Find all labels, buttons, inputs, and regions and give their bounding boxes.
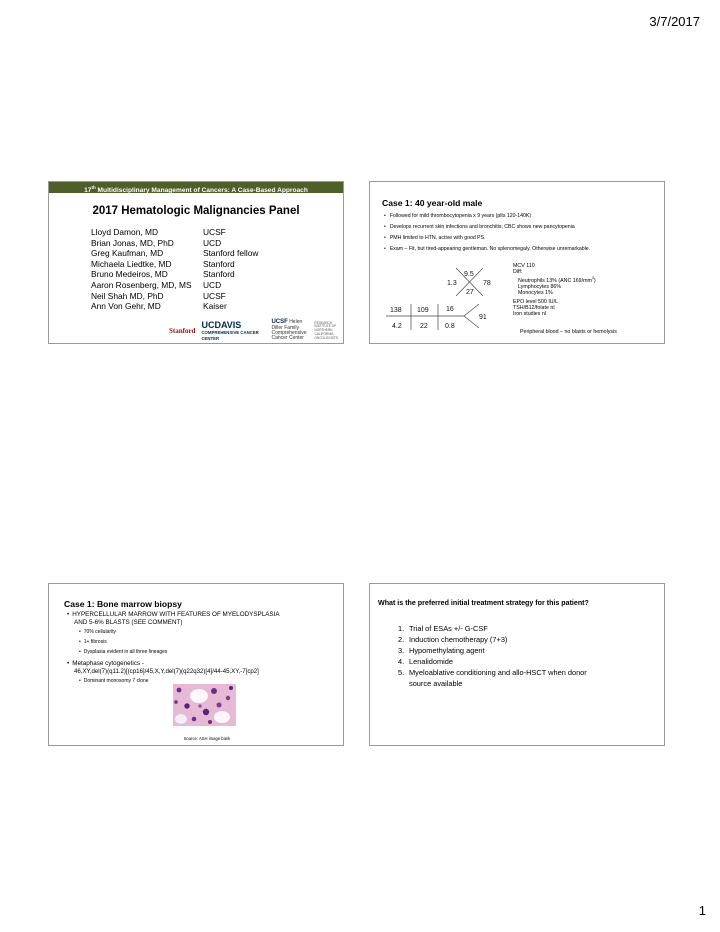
- panel-member: [91, 238, 258, 249]
- biopsy-detail: • 70% cellularity: [79, 629, 116, 635]
- peripheral-blood-note: Peripheral blood – no blasts or hemolysis: [520, 329, 617, 335]
- stanford-logo: Stanford: [169, 326, 196, 335]
- lab-neutrophils: [513, 275, 596, 284]
- answer-option: [398, 646, 587, 657]
- karyotype: 46,XY,del(7)(q11.2)[(cp16]/45,X,Y,del(7)(q22q32)[4]/44-45,XY,-7[cp2]: [74, 668, 259, 675]
- banner-ordinal: 17: [84, 187, 92, 195]
- panel-member: [91, 291, 258, 302]
- member-name: Brian Jonas, MD, PhD: [91, 237, 174, 248]
- bmp-k: 4.2: [392, 323, 402, 330]
- panel-member: [91, 280, 258, 291]
- option-label: Hypomethylating agent: [409, 645, 485, 655]
- option-label-line2: source available: [409, 678, 463, 688]
- member-affiliation: UCD: [203, 279, 222, 290]
- member-affiliation: Stanford: [203, 269, 235, 280]
- slide-title: Case 1: 40 year-old male: [382, 198, 483, 208]
- option-label: [409, 668, 587, 690]
- option-number: 5.: [398, 667, 405, 677]
- slide-panel-title: [48, 181, 344, 344]
- panel-member: [91, 269, 258, 280]
- bmp-co2: 22: [420, 323, 428, 330]
- case-bullet: • Followed for mild thrombocytopenia x 9 years (plts 120-140K): [384, 213, 531, 219]
- lab-epo: EPO level 500 IU/L: [513, 299, 559, 306]
- biopsy-finding-line1: HYPERCELLULAR MARROW WITH FEATURES OF MYELODYSPLASIA: [72, 611, 280, 618]
- lab-monocytes: Monocytes 1%: [518, 290, 553, 297]
- cbc-hgb: 9.5: [464, 271, 474, 278]
- image-source: Source: ASH image bank: [183, 736, 231, 741]
- member-name: Aaron Rosenberg, MD, MS: [91, 279, 192, 290]
- lab-diff-label: Diff:: [513, 269, 523, 276]
- biopsy-finding-cont: AND 5-6% BLASTS (SEE COMMENT): [74, 619, 183, 626]
- answer-option: [398, 624, 587, 635]
- answer-options: [398, 624, 587, 689]
- slide-case-presentation: [369, 181, 665, 344]
- ucdavis-logo: [201, 321, 265, 342]
- cbc-wbc: 1.3: [447, 280, 457, 287]
- member-affiliation: UCD: [203, 237, 222, 248]
- member-name: Neil Shah MD, PhD: [91, 290, 164, 301]
- ucdavis-subtitle: COMPREHENSIVE CANCER CENTER: [201, 329, 259, 341]
- cbc-fishbone-lines: [438, 264, 498, 304]
- ucsf-logo: [271, 320, 308, 342]
- research-institute-logo: RESEARCH INSTITUTE OF NORTHERN CALIFORNIA ONCOLOGISTS: [314, 320, 338, 340]
- banner-ordinal-suffix: th: [91, 185, 96, 190]
- cbc-plt: 78: [483, 280, 491, 287]
- page-number: 1: [698, 903, 706, 918]
- member-name: Bruno Medeiros, MD: [91, 269, 168, 280]
- member-affiliation: UCSF: [203, 227, 226, 237]
- slide-title: 2017 Hematologic Malignancies Panel: [92, 205, 300, 217]
- option-label-line1: Myeloablative conditioning and allo-HSCT when donor: [409, 667, 587, 677]
- panel-member: [91, 301, 258, 312]
- answer-option: [398, 635, 587, 646]
- member-affiliation: UCSF: [203, 290, 226, 301]
- panel-member: [91, 259, 258, 270]
- case-bullet: • Develops recurrent skin infections and bronchitis; CBC shows new pancytopenia: [384, 224, 575, 230]
- slide-bone-marrow-biopsy: [48, 583, 344, 746]
- bmp-na: 138: [390, 307, 402, 314]
- option-number: 2.: [398, 634, 405, 644]
- slide-treatment-question: [369, 583, 665, 746]
- cytogenetics-finding: • Metaphase cytogenetics -: [67, 660, 144, 667]
- bmp-cl: 109: [417, 307, 429, 314]
- lab-iron: Iron studies nl: [513, 311, 546, 318]
- member-affiliation: Kaiser: [203, 301, 227, 312]
- member-name: Michaela Liedtke, MD: [91, 258, 172, 269]
- panel-member: [91, 227, 258, 238]
- bmp-cr: 0.8: [445, 323, 455, 330]
- option-label: Induction chemotherapy (7+3): [409, 634, 508, 644]
- bmp-bun: 16: [446, 306, 454, 313]
- lab-results: [513, 263, 596, 318]
- option-label: Lenalidomide: [409, 656, 453, 666]
- member-affiliation: Stanford fellow: [203, 248, 259, 259]
- answer-option: [398, 657, 587, 668]
- lab-lymphocytes: Lymphocytes 86%: [518, 284, 562, 291]
- ucdavis-wordmark: UCDAVIS: [201, 319, 242, 330]
- member-name: Greg Kaufman, MD: [91, 248, 164, 259]
- biopsy-detail: • 1+ fibrosis: [79, 639, 107, 645]
- option-number: 4.: [398, 656, 405, 666]
- option-number: 1.: [398, 624, 405, 633]
- cytogenetics-detail: • Dominant monosomy 7 clone: [79, 678, 149, 684]
- ucsf-wordmark: UCSF: [271, 319, 288, 326]
- ucsf-subtitle: Helen Diller Family Comprehensive Cancer Center: [271, 319, 307, 342]
- biopsy-finding: • HYPERCELLULAR MARROW WITH FEATURES OF MYELODYSPLASIA: [67, 611, 280, 618]
- lab-neutrophils-text: Neutrophils 13% (ANC 169/mm: [518, 277, 592, 284]
- case-bullet: • Exam – Fit, but tired-appearing gentleman. No splenomegaly. Otherwise unremarkable.: [384, 246, 590, 252]
- banner-text: Multidisciplinary Management of Cancers: A Case-Based Approach: [95, 187, 308, 195]
- bmp-glu: 91: [479, 314, 487, 321]
- page-date: 3/7/2017: [649, 14, 700, 29]
- biopsy-detail: • Dysplasia evident in all three lineages: [79, 649, 167, 655]
- panel-member-list: [91, 227, 258, 312]
- panel-member: [91, 248, 258, 259]
- member-affiliation: Stanford: [203, 258, 235, 269]
- bmp-fishbone-lines: [384, 300, 494, 340]
- question-text: What is the preferred initial treatment strategy for this patient?: [378, 599, 589, 607]
- option-label: Trial of ESAs +/- G-CSF: [409, 624, 488, 633]
- lab-neutrophils-close: ): [593, 277, 596, 284]
- cbc-hct: 27: [466, 289, 474, 296]
- lab-tsh: TSH/B12/folate nl: [513, 305, 555, 312]
- case-bullet: • PMH limited to HTN, active with good PS.: [384, 235, 486, 241]
- slide-title: Case 1: Bone marrow biopsy: [64, 599, 182, 609]
- bone-marrow-micrograph: [173, 684, 236, 726]
- answer-option: [398, 668, 587, 690]
- lab-neutrophils-unit-power: 3: [591, 276, 594, 281]
- cytogenetics-line1: Metaphase cytogenetics -: [72, 660, 144, 667]
- conference-banner: [49, 182, 343, 193]
- member-name: Lloyd Damon, MD: [91, 227, 159, 237]
- member-name: Ann Von Gehr, MD: [91, 301, 161, 312]
- sponsor-logos: [169, 321, 343, 341]
- lab-mcv: MCV 110: [513, 263, 535, 269]
- option-number: 3.: [398, 645, 405, 655]
